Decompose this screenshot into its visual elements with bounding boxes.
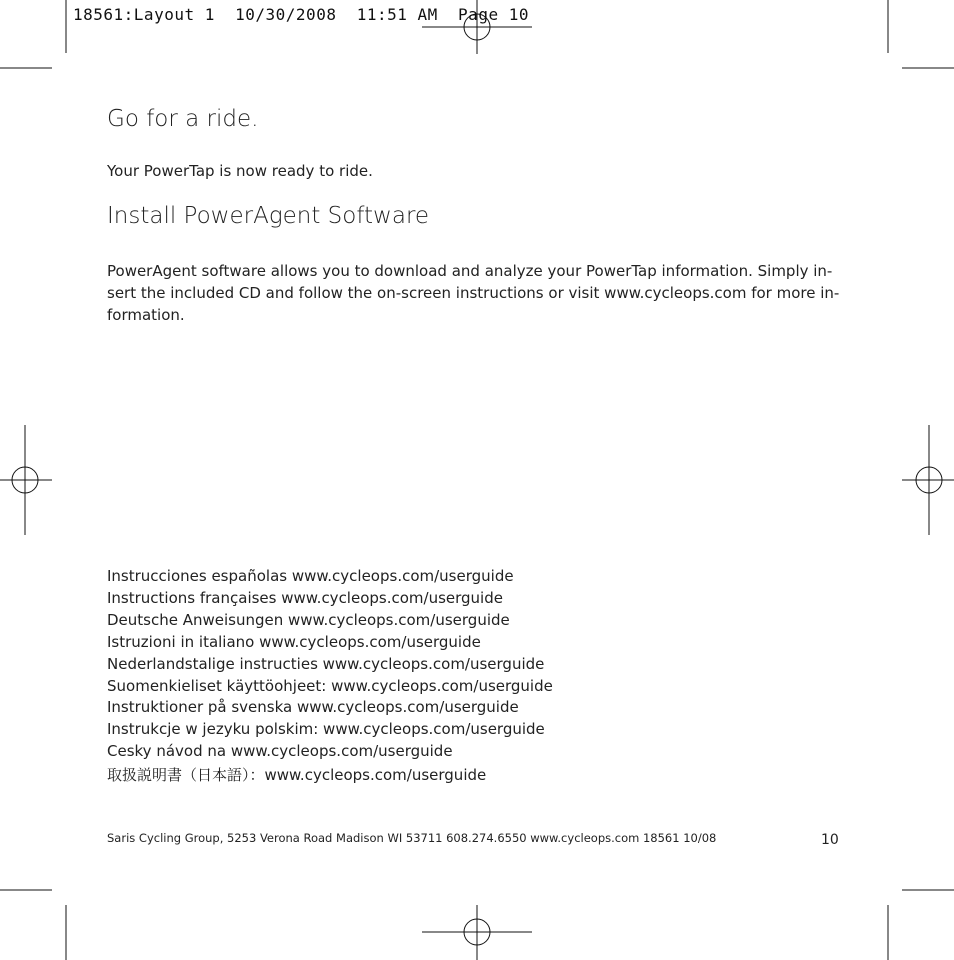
footer-address: Saris Cycling Group, 5253 Verona Road Madison WI 53711 608.274.6550 www.cycleops.com 18561 10/08 <box>107 831 717 845</box>
heading-go-for-a-ride: Go for a ride. <box>107 106 259 132</box>
guide-spanish: Instrucciones españolas www.cycleops.com/userguide <box>107 567 514 585</box>
page-number: 10 <box>821 832 839 848</box>
guide-japanese: 取扱説明書（日本語）：www.cycleops.com/userguide <box>107 766 487 785</box>
registration-mark-top <box>422 0 532 54</box>
guide-french: Instructions françaises www.cycleops.com/userguide <box>107 588 503 607</box>
registration-mark-right <box>902 425 954 535</box>
software-paragraph: PowerAgent software allows you to download and analyze your PowerTap information. Simply in-sert the included CD and follow the on-screen instructions or visit www.cycleops.com for more in-formation. <box>107 262 840 324</box>
registration-mark-bottom <box>422 905 532 960</box>
guide-polish: Instrukcje w jezyku polskim: www.cycleops.com/userguide <box>107 720 545 739</box>
guide-italian: Istruzioni in italiano www.cycleops.com/userguide <box>107 632 481 651</box>
registration-mark-left <box>0 425 52 535</box>
user-guide-list <box>107 566 553 787</box>
guide-czech: Cesky návod na www.cycleops.com/userguide <box>107 742 453 761</box>
slug-line: 18561:Layout 1 10/30/2008 11:51 AM Page 10 <box>73 5 529 24</box>
heading-install-software: Install PowerAgent Software <box>107 203 430 229</box>
guide-finnish: Suomenkieliset käyttöohjeet: www.cycleops.com/userguide <box>107 676 553 695</box>
guide-dutch: Nederlandstalige instructies www.cycleops.com/userguide <box>107 654 545 673</box>
ready-to-ride-text: Your PowerTap is now ready to ride. <box>107 162 373 180</box>
guide-german: Deutsche Anweisungen www.cycleops.com/userguide <box>107 610 510 629</box>
guide-swedish: Instruktioner på svenska www.cycleops.com/userguide <box>107 698 519 717</box>
